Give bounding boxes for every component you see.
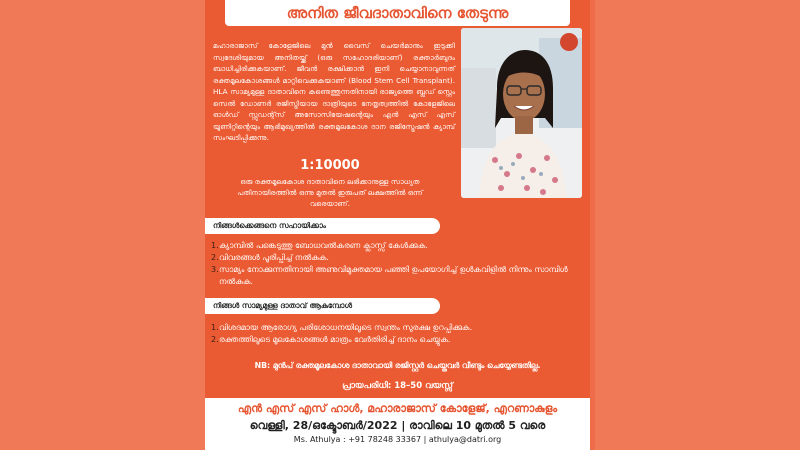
venue-text: എൻ എസ് എസ് ഹാൾ, മഹാരാജാസ് കോളേജ്, എറണാകുളം bbox=[237, 402, 558, 415]
footer-panel bbox=[205, 398, 590, 450]
date-time-text: വെള്ളി, 28/ഒക്ടോബർ/2022 | രാവിലെ 10 മുതൽ 5 വരെ bbox=[249, 419, 546, 432]
title-banner bbox=[225, 0, 570, 26]
poster-title: അനിത ജീവദാതാവിനെ തേടുന്നു bbox=[286, 4, 509, 22]
contact-info: Ms. Athulya : +91 78248 33367 | athulya@datri.org bbox=[293, 435, 502, 444]
probability-text: ഒരു രക്തമൂലകോശ ദാതാവിനെ ലഭിക്കാനുള്ള സാധ്യത പതിനായിരത്തിൽ ഒന്നു മുതൽ ഇരുപത് ലക്ഷത്തിൽ ഒന്ന് വരെയാണ്. bbox=[237, 177, 423, 208]
portrait-photo bbox=[461, 28, 582, 198]
age-limit: പ്രായപരിധി: 18–50 വയസ്സ് bbox=[342, 381, 453, 391]
intro-paragraph: മഹാരാജാസ് കോളേജിലെ മുൻ വൈസ് ചെയർമാനും ഇടുക്കി സ്വദേശിയുമായ അനിതയ്ക്ക് (ഒരു സഹോദരിയാണ്) രക്താർബുദം ബാധിച്ചിരിക്കുകയാണ്. ജീവൻ രക്ഷിക്കാൻ ഇനി ചെയ്യാനാവുന്നത് രക്തമൂലകോശങ്ങൾ മാറ്റിവെക്കുകയാണ് (Blood Stem Cell Transplant). HLA സാമ്യമുള്ള ദാതാവിനെ കണ്ടെത്തുന്നതിനായി രാജ്യത്തെ ബ്ലഡ് സ്റ്റെം സെൽ ഡോണർ രജിസ്ട്രിയായ ദാത്രിയുടെ നേതൃത്വത്തിൽ കോളേജിലെ ഓൾഡ് സ്റ്റുഡന്റ്സ് അസോസിയേഷന്റെയും എൻ എസ് എസ് യൂണിറ്റിന്റെയും ആഭിമുഖ്യത്തിൽ രക്തമൂലകോശ ദാന രജിസ്ട്രേഷൻ ക്യാമ്പ് സംഘടിപ്പിക്കുന്നു. bbox=[213, 41, 455, 142]
poster bbox=[205, 0, 590, 450]
match-donor-list bbox=[211, 322, 583, 346]
how-to-help-heading: നിങ്ങൾക്കെങ്ങനെ സഹായിക്കാം bbox=[205, 218, 440, 234]
list-item: 2. രക്തത്തിലൂടെ മൂലകോശങ്ങൾ മാത്രം വേർതിരിച്ച് ദാനം ചെയ്യുക. bbox=[211, 335, 451, 344]
list-item: 1. വിശദമായ ആരോഗ്യ പരിശോധനയിലൂടെ സ്വന്തം സുരക്ഷ ഉറപ്പിക്കുക. bbox=[211, 323, 473, 332]
match-donor-heading: നിങ്ങൾ സാമ്യമുള്ള ദാതാവ് ആകുമ്പോൾ bbox=[205, 298, 440, 314]
list-item: 1. ക്യാമ്പിൽ പങ്കെടുത്തു ബോധവൽകരണ ക്ലാസ്സ്‌ കേൾക്കുക. bbox=[211, 241, 428, 250]
portrait-illustration bbox=[461, 28, 582, 198]
list-item: 3. സാമ്യം നോക്കുന്നതിനായി അണുവിമുക്തമായ പഞ്ഞി ഉപയോഗിച്ച് ഉൾകവിളിൽ നിന്നും സാമ്പിൾ നൽകുക. bbox=[211, 265, 568, 286]
list-item: 2. വിവരങ്ങൾ പൂരിപ്പിച്ച് നൽകുക. bbox=[211, 253, 329, 262]
how-to-help-list bbox=[211, 240, 583, 288]
probability-ratio: 1:10000 bbox=[300, 158, 360, 173]
background-left-panel bbox=[0, 0, 205, 450]
background-right-panel bbox=[595, 0, 800, 450]
nb-note: NB: മുൻപ് രക്തമൂലകോശ ദാതാവായി രജിസ്റ്റർ ചെയ്തവർ വീണ്ടും ചെയ്യേണ്ടതില്ല. bbox=[254, 361, 541, 370]
